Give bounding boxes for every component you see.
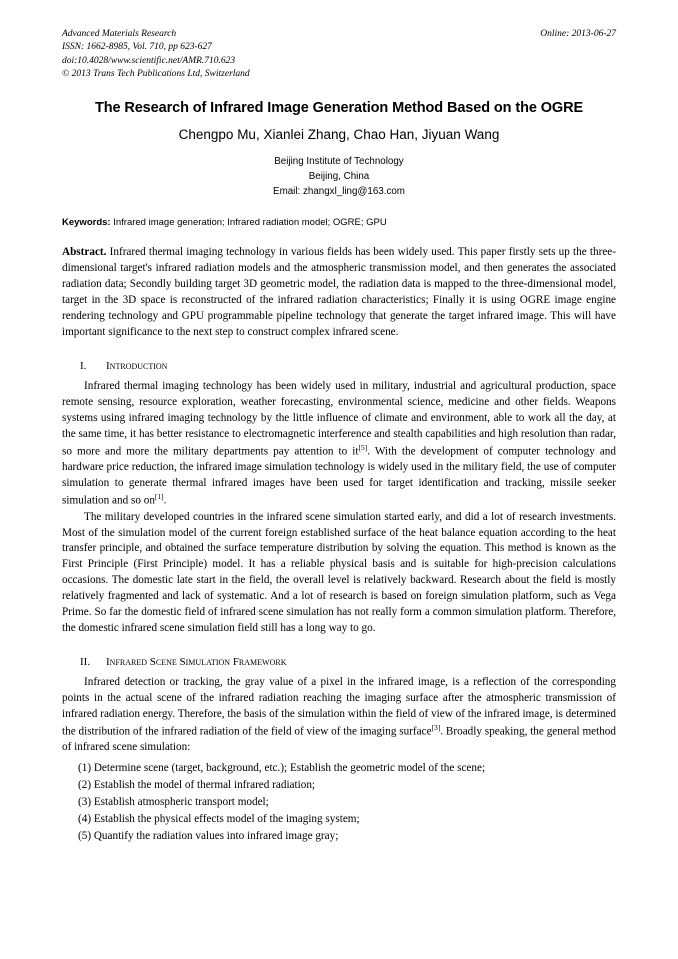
list-item: (5) Quantify the radiation values into infrared image gray; [78, 830, 339, 843]
page-header [62, 28, 616, 82]
page-title: The Research of Infrared Image Generation Method Based on the OGRE [94, 99, 584, 116]
citation-ref: [1] [154, 491, 164, 501]
abstract-label: Abstract. [62, 246, 107, 259]
doi-line: doi:10.4028/www.scientific.net/AMR.710.623 [62, 55, 236, 66]
issn-line: ISSN: 1662-8985, Vol. 710, pp 623-627 [62, 42, 212, 53]
keywords-line [62, 217, 616, 228]
paragraph-text: Infrared thermal imaging technology has been widely used in military, industrial and agricultural production, space remote sensing, resource exploration, weather forecasting, environmental science, medicine and other fields. Weapons systems using infrared imaging technology by the little influence of climate and environment, able to work all the day, at the same time, it has better resistance to electromagnetic interference and stealth capabilities and high resolution than radar, so more and more the military departments pay attention to it [62, 379, 616, 458]
paragraph [62, 510, 616, 637]
affiliation-city: Beijing, China [308, 171, 370, 183]
paragraph-text-mid: . With the development of computer technology and hardware price reduction, the infrared image simulation technology is widely used in the military field, the use of computer simulation to generate thermal infrared images have been used for target identification and tracking, missile seeker simulation and so on [62, 445, 616, 507]
section-heading-1 [62, 360, 616, 372]
list-item: (2) Establish the model of thermal infrared radiation; [78, 779, 316, 792]
keywords-value: Infrared image generation; Infrared radiation model; OGRE; GPU [113, 217, 387, 229]
abstract-text: Infrared thermal imaging technology in various fields has been widely used. This paper firstly sets up the three-dimensional target's infrared radiation models and the atmospheric transmission model, and then generates the associated radiation data; Secondly building target 3D geometric model, the radiation data is mapped to the three-dimensional model, target in the 3D space is reconstructed of the infrared radiation characteristics; Finally it is using OGRE image engine rendering technology and GPU programmable pipeline technology that generate the target infrared image. This will have important significance to the next step to construct complex infrared scene. [62, 246, 616, 338]
citation-ref: [5] [358, 442, 368, 452]
section-number: II. [80, 655, 91, 668]
list-item: (4) Establish the physical effects model of the imaging system; [78, 813, 360, 826]
list-item: (3) Establish atmospheric transport model; [78, 796, 269, 809]
abstract-block [62, 245, 616, 340]
affiliation-block [62, 154, 616, 200]
section-number: I. [80, 359, 87, 372]
paragraph [62, 379, 616, 510]
keywords-label: Keywords: [62, 217, 111, 229]
online-date: Online: 2013-06-27 [540, 29, 616, 39]
section-heading-2 [62, 656, 616, 668]
paragraph-text-post: . [163, 494, 167, 507]
numbered-list [62, 760, 616, 845]
journal-name: Advanced Materials Research [62, 29, 177, 39]
section-title: Introduction [106, 359, 168, 372]
author-list: Chengpo Mu, Xianlei Zhang, Chao Han, Jiyuan Wang [178, 126, 500, 142]
paragraph-text: The military developed countries in the infrared scene simulation started early, and did a lot of research investments. Most of the simulation model of the current foreign established surface of the heat balance equation according to the heat transfer principle, and obtained the surface temperature distribution by solving the equation. This method is known as the First Principle (First Principle) model. It has a reliable physical basis and is suitable for high-precision calculations occasions. The domestic late start in the field, the overall level is relatively backward. Research about the field is mostly relatively fragmented and lack of systematic. And a lot of research is based on foreign simulation platform, such as Vega Prime. So far the domestic field of infrared scene simulation has not really form a common simulation platform. Therefore, the domestic infrared scene simulation field still has a long way to go. [62, 510, 616, 634]
paragraph-text: Infrared detection or tracking, the gray value of a pixel in the infrared image, is a reflection of the corresponding points in the actual scene of the infrared radiation reaching the imaging surface after the atmospheric transmission of infrared radiation energy. Therefore, the basis of the simulation within the field of view of the infrared image, is determined the distribution of the infrared radiation of the field of view of the imaging surface [62, 675, 616, 738]
citation-ref: [3] [431, 722, 441, 732]
section-title: Infrared Scene Simulation Framework [106, 655, 287, 668]
copyright-line: © 2013 Trans Tech Publications Ltd, Switzerland [62, 69, 250, 80]
paragraph [62, 675, 616, 756]
paragraph-text-mid: . Broadly speaking, the general method of infrared scene simulation: [62, 725, 616, 754]
list-item: (1) Determine scene (target, background, etc.); Establish the geometric model of the scene; [78, 762, 486, 775]
affiliation-institution: Beijing Institute of Technology [274, 155, 404, 167]
affiliation-email: Email: zhangxl_ling@163.com [273, 186, 405, 198]
